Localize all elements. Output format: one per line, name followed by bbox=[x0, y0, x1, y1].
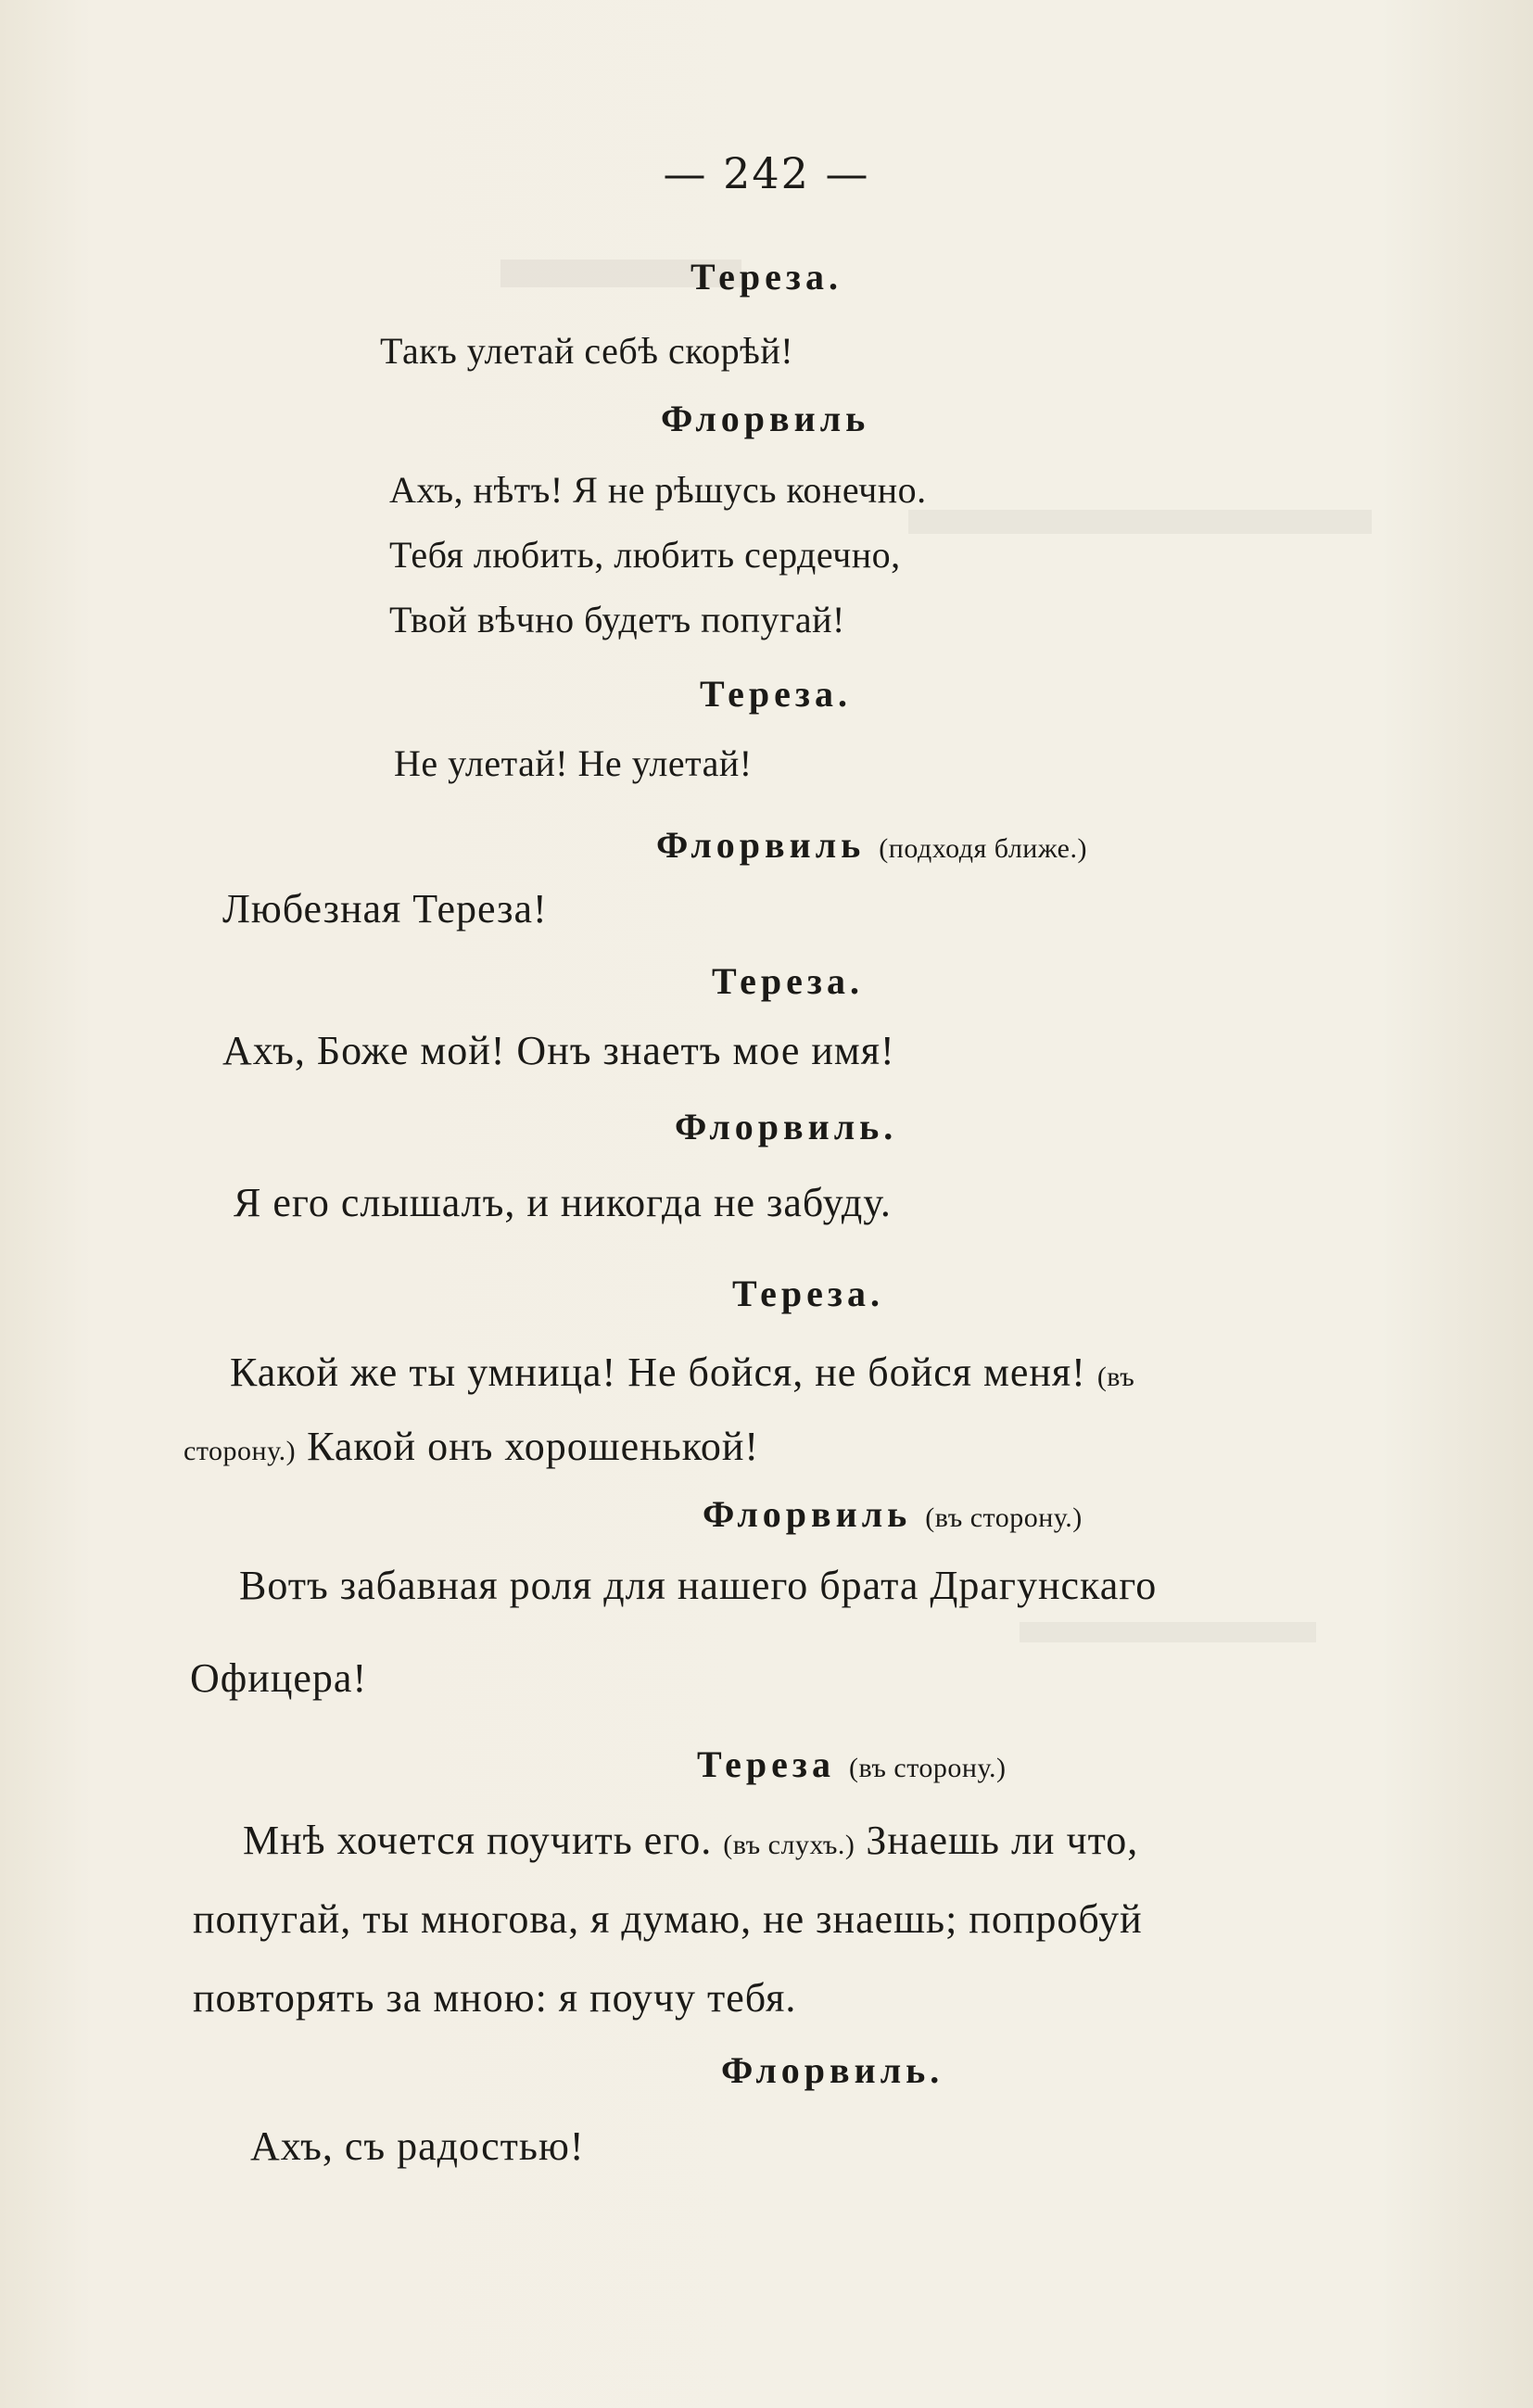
speaker-heading bbox=[700, 672, 852, 716]
speaker-name: Тереза. bbox=[732, 1273, 884, 1314]
speaker-heading bbox=[697, 1743, 1006, 1786]
verse-line: Не улетай! Не улетай! bbox=[394, 742, 753, 784]
speaker-name: Флорвиль. bbox=[721, 2049, 944, 2091]
speaker-heading bbox=[675, 1105, 897, 1148]
stage-direction: (въ сторону.) bbox=[925, 1502, 1083, 1533]
dialogue-line: Офицера! bbox=[190, 1655, 368, 1701]
show-through-block-3 bbox=[1020, 1622, 1316, 1642]
speaker-name: Тереза. bbox=[712, 960, 864, 1002]
dialogue-line: попугай, ты многова, я думаю, не знаешь; попробуй bbox=[193, 1896, 1143, 1942]
stage-direction: (подходя ближе.) bbox=[879, 833, 1087, 864]
dialogue-line bbox=[243, 1817, 1138, 1864]
verse-line: Ахъ, нѣтъ! Я не рѣшусь конечно. bbox=[389, 469, 927, 511]
dialogue-line: повторять за мною: я поучу тебя. bbox=[193, 1975, 797, 2021]
dialogue-text: Знаешь ли что, bbox=[866, 1818, 1139, 1863]
dialogue-line bbox=[230, 1349, 1134, 1396]
stage-direction: сторону.) bbox=[184, 1436, 297, 1466]
dialogue-text: Какой же ты умница! Не бойся, не бойся меня! bbox=[230, 1350, 1086, 1395]
dialogue-text: Какой онъ хорошенькой! bbox=[307, 1424, 760, 1469]
stage-direction: (въ bbox=[1096, 1362, 1135, 1392]
speaker-heading bbox=[661, 397, 869, 440]
verse-line: Такъ улетай себѣ скорѣй! bbox=[380, 330, 794, 372]
dialogue-text: Мнѣ хочется поучить его. bbox=[243, 1818, 713, 1863]
stage-direction: (въ слухъ.) bbox=[723, 1830, 855, 1860]
verse-line: Твой вѣчно будетъ попугай! bbox=[389, 599, 845, 640]
speaker-name: Флорвиль bbox=[661, 398, 870, 439]
speaker-name: Тереза. bbox=[690, 256, 843, 298]
speaker-name: Тереза. bbox=[700, 673, 852, 715]
speaker-heading bbox=[656, 823, 1087, 867]
dialogue-line: Я его слышалъ, и никогда не забуду. bbox=[234, 1180, 892, 1225]
show-through-block-2 bbox=[908, 510, 1372, 534]
speaker-name: Флорвиль bbox=[656, 824, 866, 866]
speaker-heading bbox=[690, 255, 843, 298]
speaker-name: Флорвиль. bbox=[675, 1106, 898, 1147]
speaker-heading bbox=[721, 2048, 944, 2092]
dialogue-line: Ахъ, съ радостью! bbox=[250, 2123, 585, 2169]
speaker-heading bbox=[703, 1492, 1083, 1536]
speaker-heading bbox=[732, 1272, 884, 1315]
dialogue-line bbox=[184, 1423, 759, 1470]
page-number: — 242 — bbox=[663, 148, 870, 198]
speaker-heading bbox=[712, 959, 864, 1003]
dialogue-line: Любезная Тереза! bbox=[222, 886, 548, 932]
dialogue-line: Ахъ, Боже мой! Онъ знаетъ мое имя! bbox=[222, 1028, 895, 1073]
dialogue-line: Вотъ забавная роля для нашего брата Драгунскаго bbox=[239, 1563, 1158, 1608]
verse-line: Тебя любить, любить сердечно, bbox=[389, 534, 901, 576]
stage-direction: (въ сторону.) bbox=[848, 1753, 1007, 1783]
speaker-name: Тереза bbox=[697, 1743, 835, 1785]
speaker-name: Флорвиль bbox=[703, 1493, 912, 1535]
